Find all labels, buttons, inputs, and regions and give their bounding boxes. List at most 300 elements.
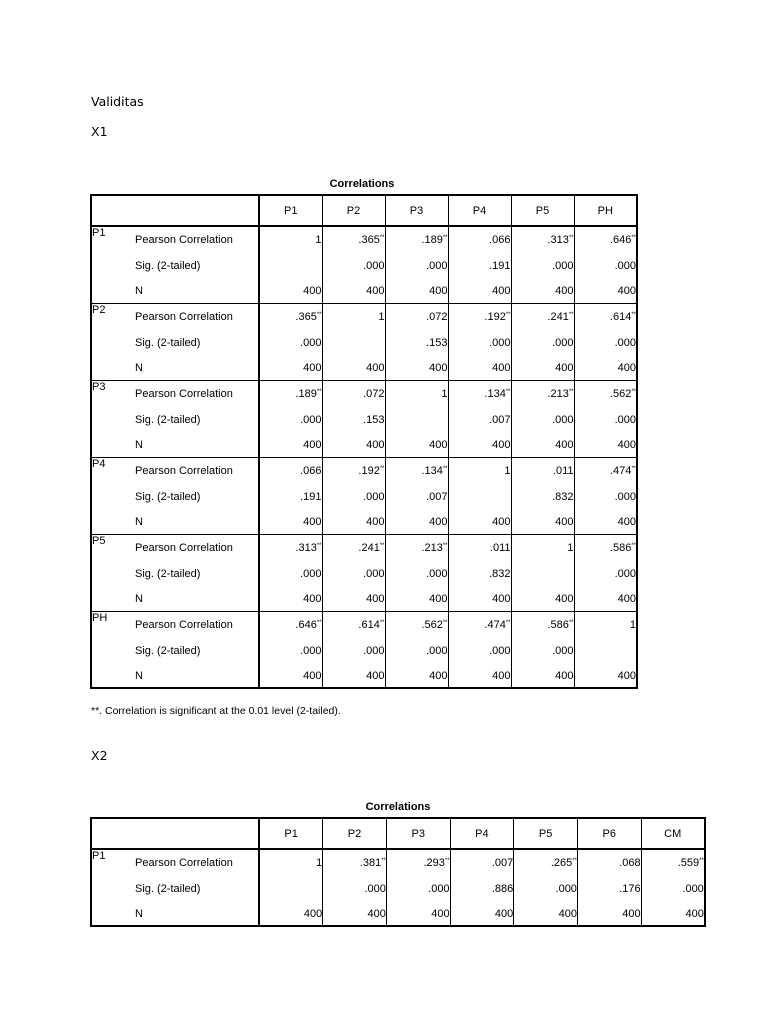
cell-value: .000 <box>300 645 322 657</box>
value-cell <box>322 356 385 380</box>
cell-value: .313** <box>547 234 574 246</box>
cell-value: .000 <box>363 568 385 580</box>
cell-value: .559** <box>677 857 704 869</box>
correlations-table-x2 <box>90 817 706 927</box>
value-cell <box>323 902 387 926</box>
significance-marker: ** <box>379 542 385 549</box>
value-cell <box>511 587 574 611</box>
pearson-row <box>91 611 637 638</box>
table-header-row <box>91 195 637 226</box>
cell-value: 400 <box>303 361 322 374</box>
column-header: P5 <box>511 195 574 226</box>
value-cell <box>259 587 322 611</box>
stat-label: N <box>135 587 259 611</box>
value-cell <box>385 664 448 688</box>
cell-value: .011 <box>489 541 511 554</box>
cell-value: .066 <box>300 464 322 477</box>
stat-label: Sig. (2-tailed) <box>135 484 259 510</box>
significance-marker: ** <box>444 858 450 864</box>
column-header: P3 <box>385 195 448 226</box>
value-cell <box>574 664 637 688</box>
value-cell <box>322 380 385 407</box>
cell-value: .072 <box>363 387 385 400</box>
value-cell <box>385 253 448 279</box>
value-cell <box>450 849 514 876</box>
cell-value: .614** <box>609 310 636 323</box>
value-cell <box>322 510 385 534</box>
value-cell <box>386 849 450 876</box>
value-cell <box>511 303 574 330</box>
cell-value: .562** <box>609 387 636 400</box>
sig-row <box>91 407 637 433</box>
value-cell <box>385 407 448 433</box>
value-cell <box>259 561 322 587</box>
column-header: CM <box>641 818 705 849</box>
pearson-row <box>91 226 637 253</box>
cell-value: .000 <box>555 883 577 895</box>
value-cell <box>385 534 448 561</box>
value-cell <box>448 510 511 534</box>
value-cell <box>385 330 448 356</box>
cell-value: .000 <box>426 568 448 580</box>
value-cell <box>259 638 322 664</box>
pearson-row <box>91 303 637 330</box>
value-cell <box>385 303 448 330</box>
value-cell <box>574 226 637 253</box>
stat-label: Sig. (2-tailed) <box>135 253 259 279</box>
value-cell <box>259 433 322 457</box>
cell-value: 400 <box>429 669 448 682</box>
cell-value: .066 <box>489 234 511 246</box>
cell-value: 400 <box>617 361 636 374</box>
cell-value: 400 <box>617 438 636 451</box>
cell-value: .000 <box>614 414 636 426</box>
sig-row <box>91 561 637 587</box>
cell-value: .646** <box>609 234 636 246</box>
value-cell <box>259 303 322 330</box>
cell-value: 1 <box>316 857 323 869</box>
row-header: P2 <box>91 303 135 380</box>
cell-value: .000 <box>682 883 704 895</box>
n-row <box>91 433 637 457</box>
cell-value: 1 <box>378 310 385 323</box>
column-header: P1 <box>259 818 323 849</box>
value-cell <box>574 303 637 330</box>
value-cell <box>577 849 641 876</box>
value-cell <box>574 534 637 561</box>
value-cell <box>511 226 574 253</box>
cell-value: .011 <box>552 464 574 477</box>
cell-value: .586** <box>547 618 574 631</box>
cell-value: 400 <box>555 592 574 605</box>
stat-label: Pearson Correlation <box>135 849 259 876</box>
column-header: P3 <box>386 818 450 849</box>
value-cell <box>448 253 511 279</box>
cell-value: .153 <box>363 414 385 426</box>
value-cell <box>385 380 448 407</box>
n-row <box>91 279 637 303</box>
cell-value: .007 <box>489 414 511 426</box>
significance-marker: ** <box>379 235 385 241</box>
value-cell <box>259 484 322 510</box>
cell-value: 1 <box>315 234 322 246</box>
column-header: P5 <box>514 818 578 849</box>
significance-marker: ** <box>631 388 636 395</box>
value-cell <box>574 253 637 279</box>
value-cell <box>385 611 448 638</box>
cell-value: .265** <box>550 857 577 869</box>
cell-value: .000 <box>426 645 448 657</box>
header-corner-cell <box>91 818 259 849</box>
cell-value: 1 <box>629 618 636 631</box>
cell-value: .000 <box>614 337 636 349</box>
value-cell <box>448 330 511 356</box>
n-row <box>91 902 705 926</box>
value-cell <box>511 561 574 587</box>
cell-value: 400 <box>366 284 385 297</box>
value-cell <box>574 457 637 484</box>
stat-label: N <box>135 902 259 926</box>
stat-label: Sig. (2-tailed) <box>135 638 259 664</box>
cell-value: .474** <box>484 618 511 631</box>
cell-value: 400 <box>494 907 514 920</box>
cell-value: .007 <box>491 857 514 869</box>
significance-marker: ** <box>568 388 574 395</box>
row-header: P1 <box>91 849 135 926</box>
value-cell <box>385 638 448 664</box>
cell-value: 400 <box>555 515 574 528</box>
cell-value: .474** <box>609 464 636 477</box>
value-cell <box>322 433 385 457</box>
cell-value: 400 <box>617 515 636 528</box>
value-cell <box>322 279 385 303</box>
stat-label: Sig. (2-tailed) <box>135 876 259 902</box>
significance-marker: ** <box>442 542 448 549</box>
cell-value: 400 <box>429 515 448 528</box>
table-caption-x1: Correlations <box>329 178 395 190</box>
cell-value: 400 <box>492 669 511 682</box>
cell-value: 400 <box>555 361 574 374</box>
cell-value: 400 <box>617 669 636 682</box>
sig-row <box>91 253 637 279</box>
value-cell <box>448 484 511 510</box>
significance-marker: ** <box>572 858 577 864</box>
significance-marker: ** <box>316 619 322 626</box>
value-cell <box>511 611 574 638</box>
stat-label: N <box>135 356 259 380</box>
value-cell <box>259 356 322 380</box>
significance-marker: ** <box>631 542 636 549</box>
cell-value: 400 <box>366 361 385 374</box>
value-cell <box>448 611 511 638</box>
cell-value: .153 <box>426 337 448 349</box>
cell-value: 400 <box>622 907 641 920</box>
cell-value: 1 <box>504 464 511 477</box>
value-cell <box>259 876 323 902</box>
value-cell <box>259 457 322 484</box>
value-cell <box>386 902 450 926</box>
cell-value: 400 <box>429 361 448 374</box>
value-cell <box>322 303 385 330</box>
value-cell <box>574 407 637 433</box>
value-cell <box>385 226 448 253</box>
cell-value: .313** <box>295 541 322 554</box>
cell-value: .000 <box>428 883 450 895</box>
significance-marker: ** <box>631 235 636 241</box>
sig-row <box>91 330 637 356</box>
value-cell <box>641 902 705 926</box>
value-cell <box>574 638 637 664</box>
value-cell <box>450 902 514 926</box>
value-cell <box>511 664 574 688</box>
table-header-row <box>91 818 705 849</box>
stat-label: Sig. (2-tailed) <box>135 561 259 587</box>
value-cell <box>322 587 385 611</box>
cell-value: 400 <box>303 515 322 528</box>
value-cell <box>574 484 637 510</box>
significance-marker: ** <box>442 619 448 626</box>
cell-value: .365** <box>295 310 322 323</box>
value-cell <box>511 279 574 303</box>
stat-label: Sig. (2-tailed) <box>135 407 259 433</box>
sig-row <box>91 638 637 664</box>
value-cell <box>322 638 385 664</box>
cell-value: .586** <box>609 541 636 554</box>
cell-value: 400 <box>558 907 577 920</box>
pearson-row <box>91 849 705 876</box>
value-cell <box>514 876 578 902</box>
cell-value: .293** <box>423 857 450 869</box>
value-cell <box>511 638 574 664</box>
cell-value: 400 <box>366 669 385 682</box>
value-cell <box>322 330 385 356</box>
cell-value: .213** <box>547 387 574 400</box>
value-cell <box>574 330 637 356</box>
cell-value: 400 <box>366 515 385 528</box>
row-header: P3 <box>91 380 135 457</box>
table-footnote-x1: **. Correlation is significant at the 0.01 level (2-tailed). <box>91 705 341 717</box>
header-corner-cell <box>91 195 259 226</box>
cell-value: .646** <box>295 618 322 631</box>
value-cell <box>259 664 322 688</box>
value-cell <box>322 457 385 484</box>
cell-value: .000 <box>300 568 322 580</box>
cell-value: 400 <box>492 515 511 528</box>
n-row <box>91 664 637 688</box>
row-header: P4 <box>91 457 135 534</box>
significance-marker: ** <box>568 311 574 318</box>
value-cell <box>574 561 637 587</box>
n-row <box>91 510 637 534</box>
significance-marker: ** <box>442 465 448 472</box>
value-cell <box>259 226 322 253</box>
column-header: P2 <box>323 818 387 849</box>
cell-value: .562** <box>421 618 448 631</box>
cell-value: .000 <box>552 645 574 657</box>
value-cell <box>448 356 511 380</box>
stat-label: Sig. (2-tailed) <box>135 330 259 356</box>
significance-marker: ** <box>631 311 636 318</box>
value-cell <box>448 561 511 587</box>
cell-value: .192** <box>358 464 385 477</box>
cell-value: .241** <box>547 310 574 323</box>
cell-value: .000 <box>614 260 636 272</box>
cell-value: .191 <box>489 260 511 272</box>
n-row <box>91 356 637 380</box>
value-cell <box>511 484 574 510</box>
value-cell <box>511 407 574 433</box>
value-cell <box>259 253 322 279</box>
cell-value: .000 <box>489 337 511 349</box>
cell-value: .000 <box>363 491 385 503</box>
significance-marker: ** <box>381 858 386 864</box>
significance-marker: ** <box>442 235 448 241</box>
significance-marker: ** <box>505 388 511 395</box>
cell-value: 1 <box>567 541 574 554</box>
value-cell <box>574 356 637 380</box>
cell-value: 400 <box>492 592 511 605</box>
cell-value: 400 <box>429 592 448 605</box>
row-header: P1 <box>91 226 135 303</box>
value-cell <box>259 902 323 926</box>
row-header: P5 <box>91 534 135 611</box>
significance-marker: ** <box>316 388 322 395</box>
cell-value: 400 <box>429 284 448 297</box>
value-cell <box>511 510 574 534</box>
cell-value: .000 <box>614 491 636 503</box>
cell-value: 400 <box>303 438 322 451</box>
cell-value: 1 <box>441 387 448 400</box>
value-cell <box>448 433 511 457</box>
column-header: P4 <box>450 818 514 849</box>
cell-value: .072 <box>426 310 448 323</box>
cell-value: .832 <box>489 568 511 580</box>
column-header: PH <box>574 195 637 226</box>
value-cell <box>448 638 511 664</box>
column-header: P6 <box>577 818 641 849</box>
value-cell <box>577 876 641 902</box>
stat-label: Pearson Correlation <box>135 611 259 638</box>
cell-value: 400 <box>685 907 704 920</box>
stat-label: Pearson Correlation <box>135 380 259 407</box>
value-cell <box>574 611 637 638</box>
value-cell <box>322 253 385 279</box>
cell-value: .000 <box>300 414 322 426</box>
correlations-table-x1 <box>90 194 638 689</box>
cell-value: 400 <box>555 438 574 451</box>
value-cell <box>259 380 322 407</box>
value-cell <box>259 330 322 356</box>
significance-marker: ** <box>568 619 574 626</box>
cell-value: .134** <box>421 464 448 477</box>
cell-value: .000 <box>363 260 385 272</box>
table-caption-x2: Correlations <box>365 801 431 813</box>
cell-value: 400 <box>429 438 448 451</box>
value-cell <box>322 611 385 638</box>
value-cell <box>448 587 511 611</box>
significance-marker: ** <box>631 465 636 472</box>
value-cell <box>385 561 448 587</box>
cell-value: 400 <box>431 907 450 920</box>
value-cell <box>577 902 641 926</box>
cell-value: 400 <box>366 438 385 451</box>
value-cell <box>259 611 322 638</box>
cell-value: 400 <box>303 907 323 920</box>
column-header: P1 <box>259 195 322 226</box>
stat-label: N <box>135 664 259 688</box>
significance-marker: ** <box>505 619 511 626</box>
section-label-x1: X1 <box>91 124 108 139</box>
value-cell <box>450 876 514 902</box>
pearson-row <box>91 380 637 407</box>
value-cell <box>448 407 511 433</box>
cell-value: 400 <box>366 592 385 605</box>
cell-value: .176 <box>619 883 641 895</box>
value-cell <box>448 664 511 688</box>
value-cell <box>641 849 705 876</box>
value-cell <box>385 356 448 380</box>
value-cell <box>322 561 385 587</box>
value-cell <box>385 457 448 484</box>
significance-marker: ** <box>505 311 511 318</box>
significance-marker: ** <box>379 465 385 472</box>
value-cell <box>322 534 385 561</box>
value-cell <box>259 534 322 561</box>
page-title: Validitas <box>91 94 144 109</box>
value-cell <box>323 849 387 876</box>
value-cell <box>574 587 637 611</box>
value-cell <box>259 510 322 534</box>
value-cell <box>511 433 574 457</box>
cell-value: .000 <box>552 260 574 272</box>
value-cell <box>574 380 637 407</box>
value-cell <box>323 876 387 902</box>
sig-row <box>91 484 637 510</box>
significance-marker: ** <box>379 619 385 626</box>
value-cell <box>574 510 637 534</box>
cell-value: .000 <box>552 414 574 426</box>
cell-value: .191 <box>300 491 322 503</box>
cell-value: 400 <box>617 592 636 605</box>
cell-value: .189** <box>295 387 322 400</box>
value-cell <box>511 380 574 407</box>
column-header: P4 <box>448 195 511 226</box>
value-cell <box>448 226 511 253</box>
value-cell <box>385 510 448 534</box>
value-cell <box>511 457 574 484</box>
value-cell <box>574 433 637 457</box>
value-cell <box>386 876 450 902</box>
n-row <box>91 587 637 611</box>
cell-value: .000 <box>489 645 511 657</box>
value-cell <box>448 279 511 303</box>
value-cell <box>448 534 511 561</box>
cell-value: .832 <box>552 491 574 503</box>
value-cell <box>385 433 448 457</box>
stat-label: Pearson Correlation <box>135 303 259 330</box>
significance-marker: ** <box>699 858 704 864</box>
row-header: PH <box>91 611 135 688</box>
cell-value: .000 <box>300 337 322 349</box>
cell-value: .886 <box>491 883 514 895</box>
stat-label: N <box>135 433 259 457</box>
cell-value: .068 <box>619 857 641 869</box>
cell-value: .189** <box>421 234 448 246</box>
section-label-x2: X2 <box>91 748 108 763</box>
cell-value: .213** <box>421 541 448 554</box>
value-cell <box>511 330 574 356</box>
pearson-row <box>91 534 637 561</box>
